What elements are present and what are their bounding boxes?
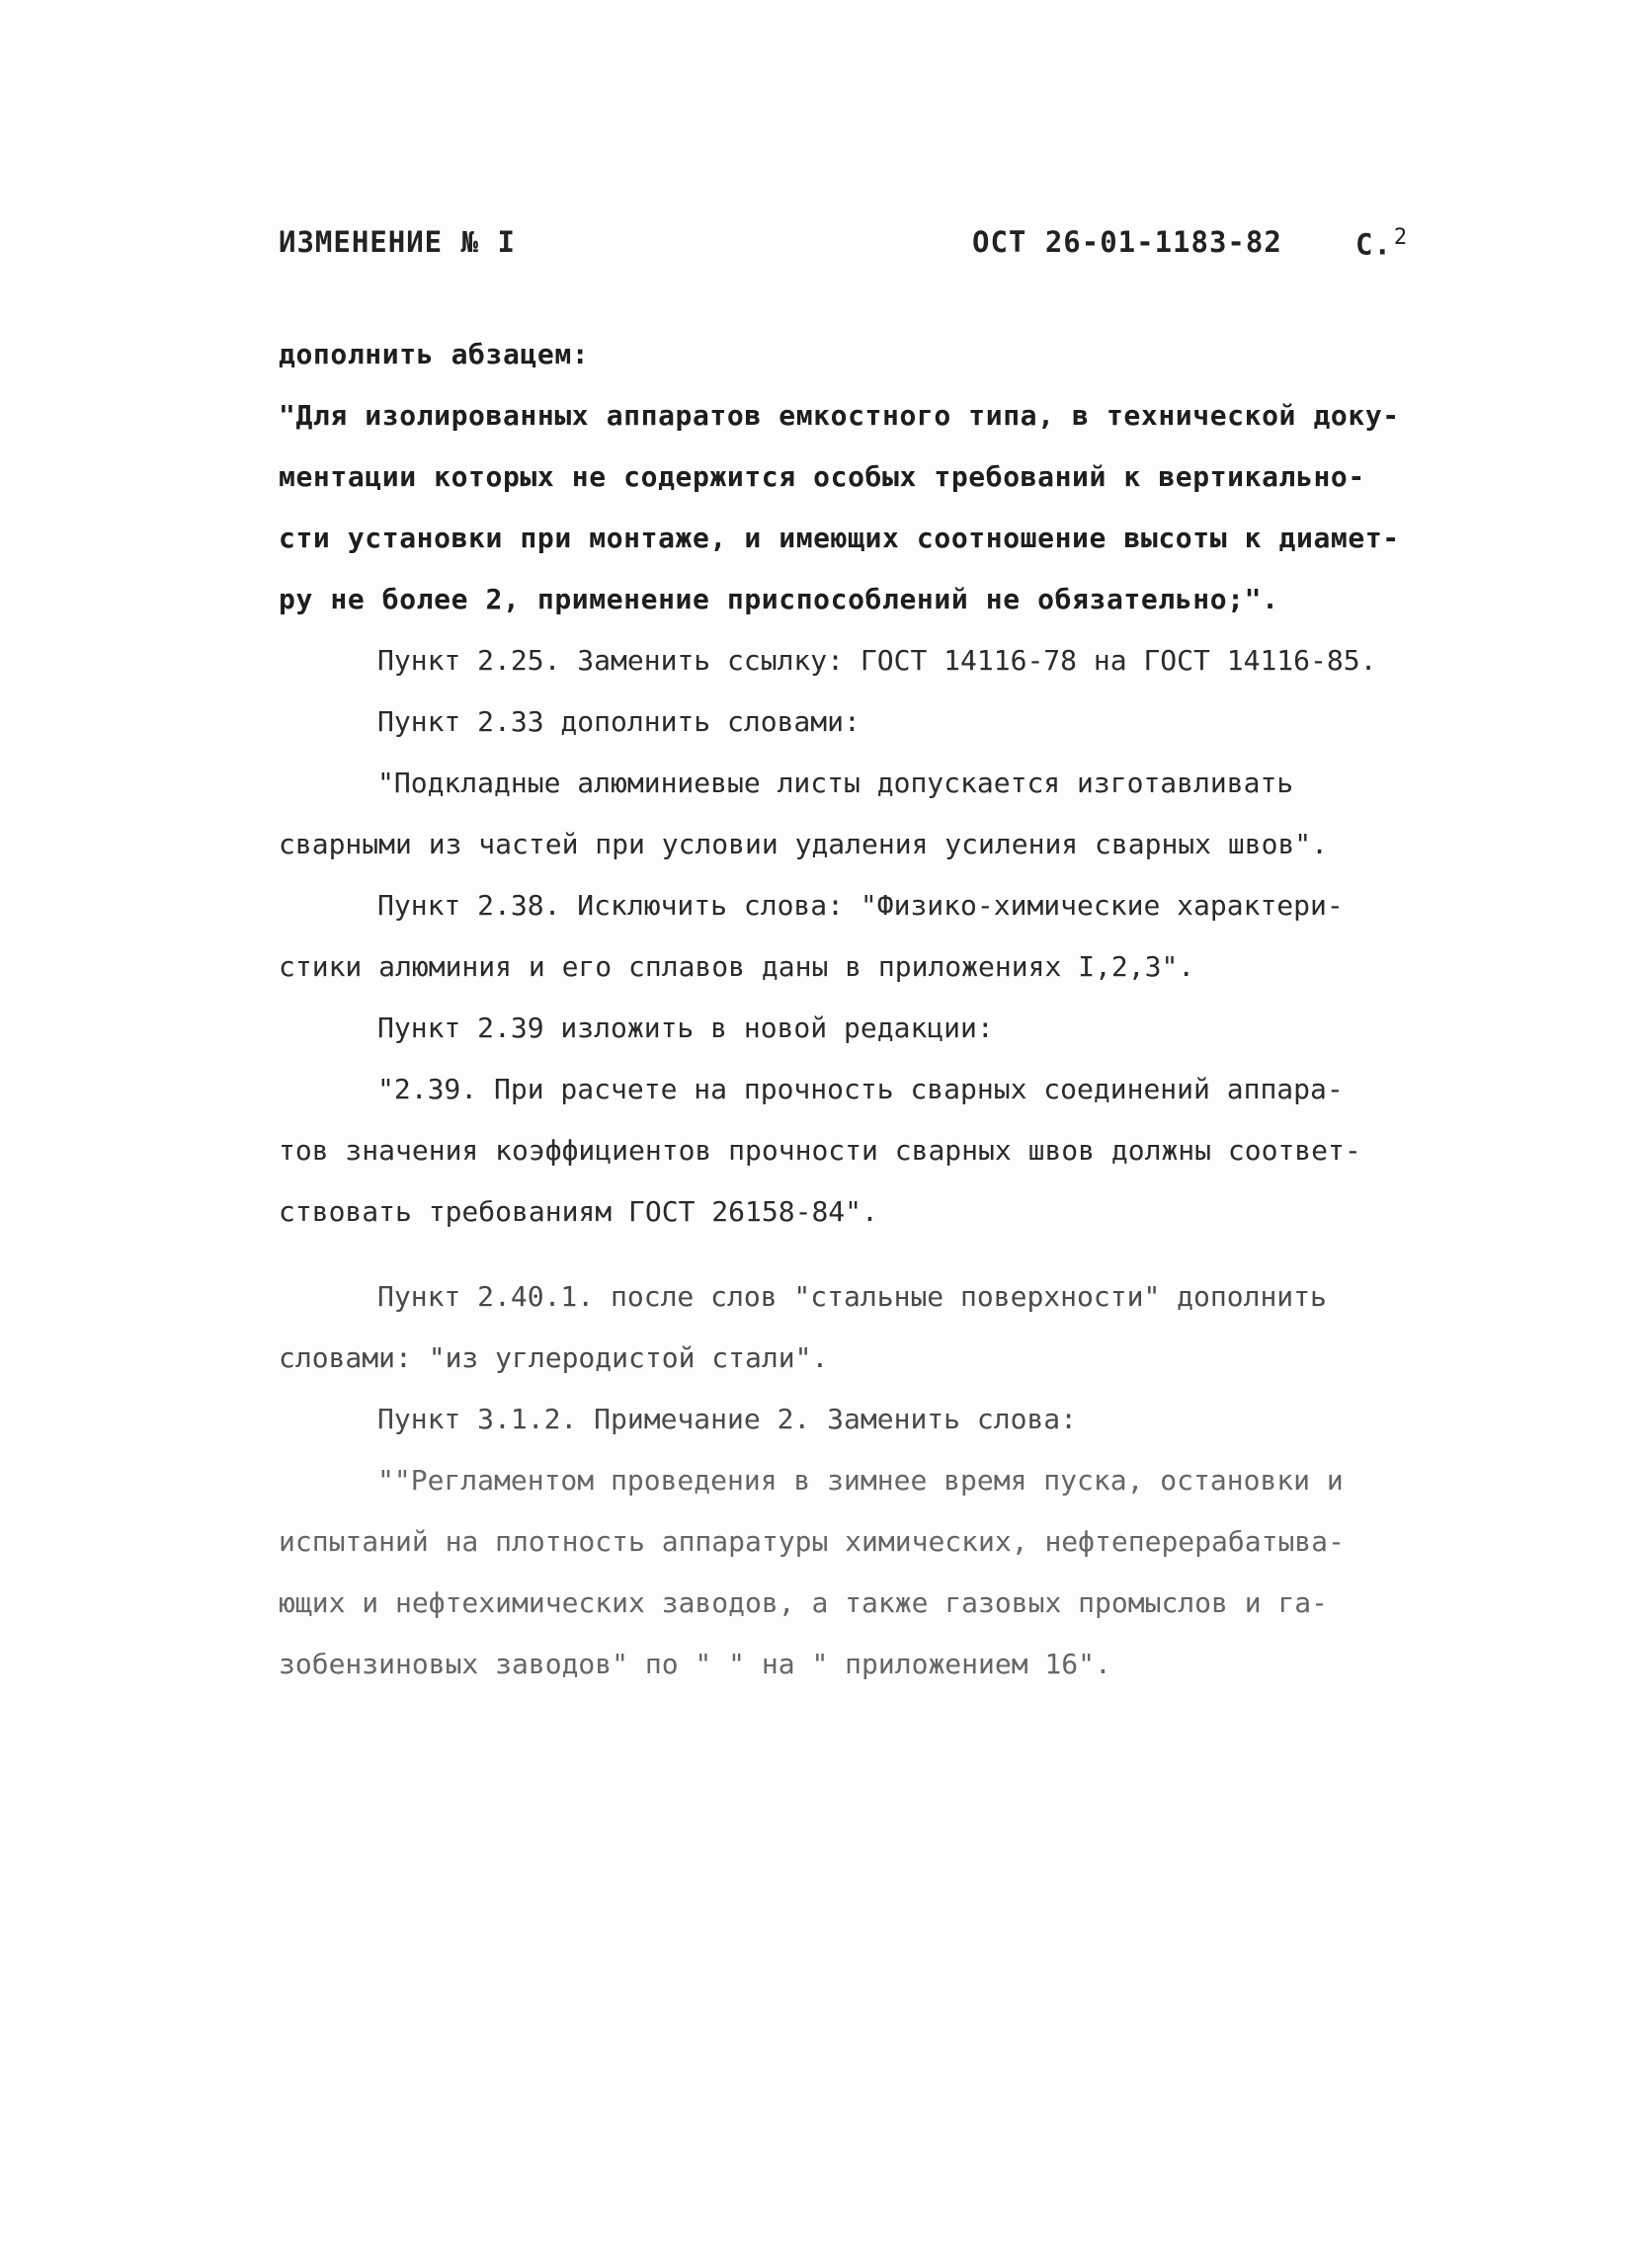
page-label: С. xyxy=(1355,227,1392,262)
intro-quote-line: ру не более 2, применение приспособлений не обязательно;". xyxy=(279,583,1279,615)
item-2-39-quote-cont: ствовать требованиям ГОСТ 26158-84". xyxy=(279,1195,878,1228)
item-3-1-2-quote-cont: ющих и нефтехимических заводов, а также газовых промыслов и га- xyxy=(279,1586,1329,1619)
item-2-33-quote: "Подкладные алюминиевые листы допускается изготавливать xyxy=(377,767,1294,799)
item-3-1-2-quote: ""Регламентом проведения в зимнее время пуска, остановки и xyxy=(377,1464,1344,1497)
intro-quote-line: сти установки при монтаже, и имеющих соотношение высоты к диамет- xyxy=(279,522,1400,554)
change-notice-title: ИЗМЕНЕНИЕ № I xyxy=(279,225,516,259)
item-2-33: Пункт 2.33 дополнить словами: xyxy=(377,705,861,738)
intro-quote-line: "Для изолированных аппаратов емкостного типа, в технической доку- xyxy=(279,399,1400,432)
page-header xyxy=(279,225,1444,275)
item-2-39: Пункт 2.39 изложить в новой редакции: xyxy=(377,1012,994,1044)
intro-quote-line: ментации которых не содержится особых требований к вертикально- xyxy=(279,460,1365,493)
item-2-39-quote-cont: тов значения коэффициентов прочности сварных швов должны соответ- xyxy=(279,1134,1361,1167)
standard-code: ОСТ 26-01-1183-82 xyxy=(972,225,1282,259)
item-2-40-1-cont: словами: "из углеродистой стали". xyxy=(279,1341,829,1374)
item-2-33-quote-cont: сварными из частей при условии удаления усиления сварных швов". xyxy=(279,828,1329,860)
item-2-40-1: Пункт 2.40.1. после слов "стальные поверхности" дополнить xyxy=(377,1280,1327,1313)
item-3-1-2-quote-cont: зобензиновых заводов" по " " на " приложением 16". xyxy=(279,1648,1111,1680)
item-2-38: Пункт 2.38. Исключить слова: "Физико-химические характери- xyxy=(377,889,1344,922)
intro-label: дополнить абзацем: xyxy=(279,338,590,370)
document-body xyxy=(279,324,1528,1695)
page-number xyxy=(1355,225,1408,262)
item-3-1-2: Пункт 3.1.2. Примечание 2. Заменить слова: xyxy=(377,1403,1078,1435)
item-3-1-2-quote-cont: испытаний на плотность аппаратуры химических, нефтеперерабатыва- xyxy=(279,1525,1345,1558)
page-number-value: 2 xyxy=(1393,225,1409,250)
item-2-39-quote: "2.39. При расчете на прочность сварных соединений аппара- xyxy=(377,1073,1344,1105)
item-2-38-cont: стики алюминия и его сплавов даны в приложениях I,2,3". xyxy=(279,950,1195,983)
item-2-25: Пункт 2.25. Заменить ссылку: ГОСТ 14116-78 на ГОСТ 14116-85. xyxy=(377,644,1377,677)
